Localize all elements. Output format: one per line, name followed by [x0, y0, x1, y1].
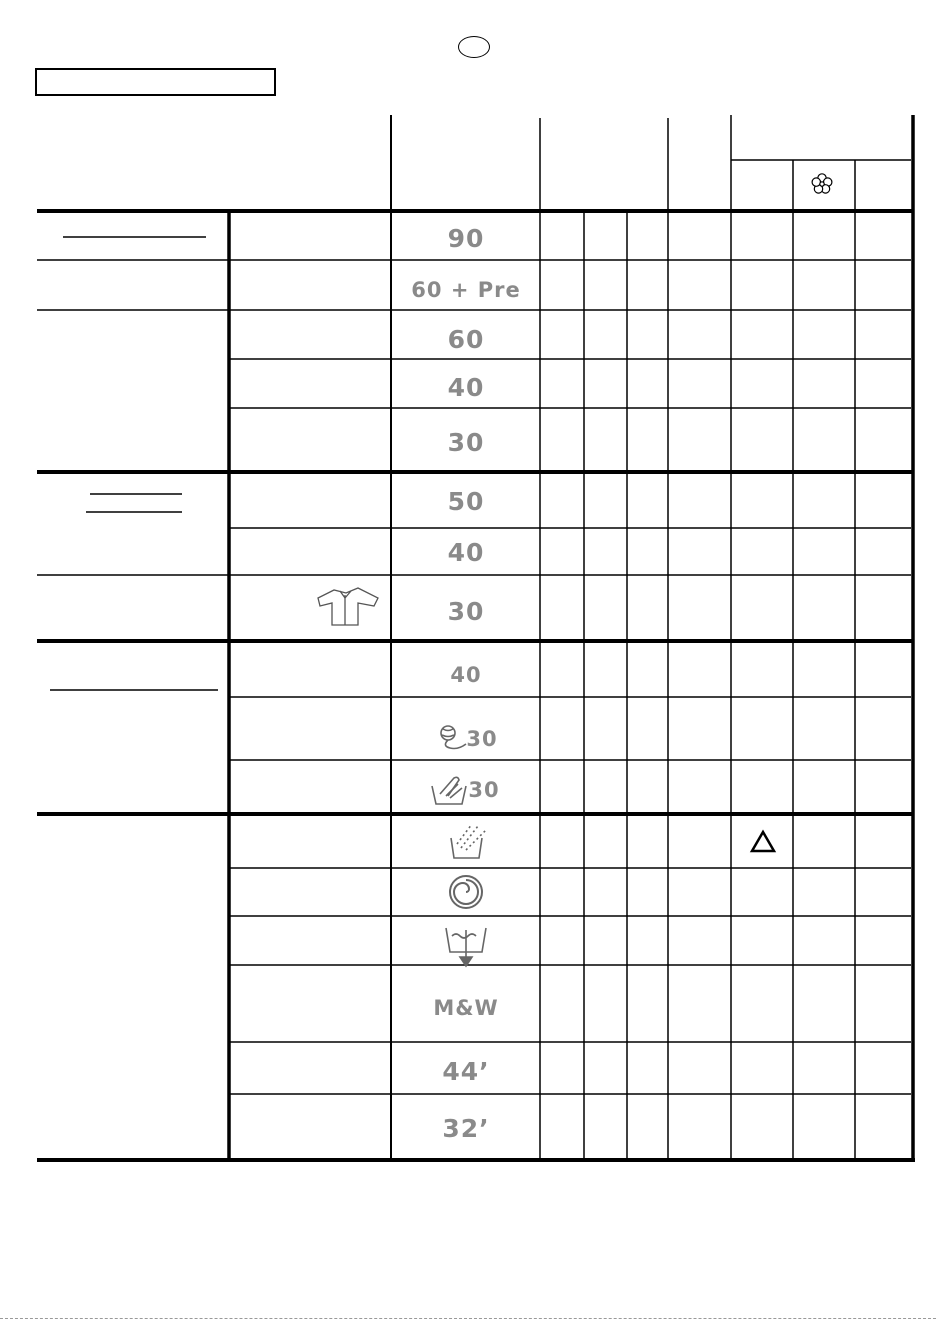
programme-label: 30	[447, 597, 485, 626]
programme-label: 30	[447, 428, 485, 457]
flower-icon	[812, 174, 832, 193]
programme-label: 40	[447, 538, 485, 567]
programme-label: 44’	[442, 1057, 490, 1086]
programme-label: 50	[447, 487, 485, 516]
programme-label: 40	[450, 663, 482, 687]
shirt-icon	[318, 588, 378, 625]
programme-label: M&W	[433, 996, 499, 1020]
programme-label: 90	[447, 224, 485, 253]
programme-label: 40	[447, 373, 485, 402]
programme-label: 32’	[442, 1114, 490, 1143]
page-edge	[0, 1318, 936, 1319]
programme-label: 60 + Pre	[411, 278, 521, 302]
programme-label: 60	[447, 325, 485, 354]
programme-label: 30	[468, 778, 500, 802]
drain-icon	[446, 928, 486, 966]
rinse-shower-icon	[451, 824, 486, 858]
warning-triangle-icon	[752, 832, 774, 851]
programme-label: 30	[466, 727, 498, 751]
spin-spiral-icon	[450, 876, 482, 908]
